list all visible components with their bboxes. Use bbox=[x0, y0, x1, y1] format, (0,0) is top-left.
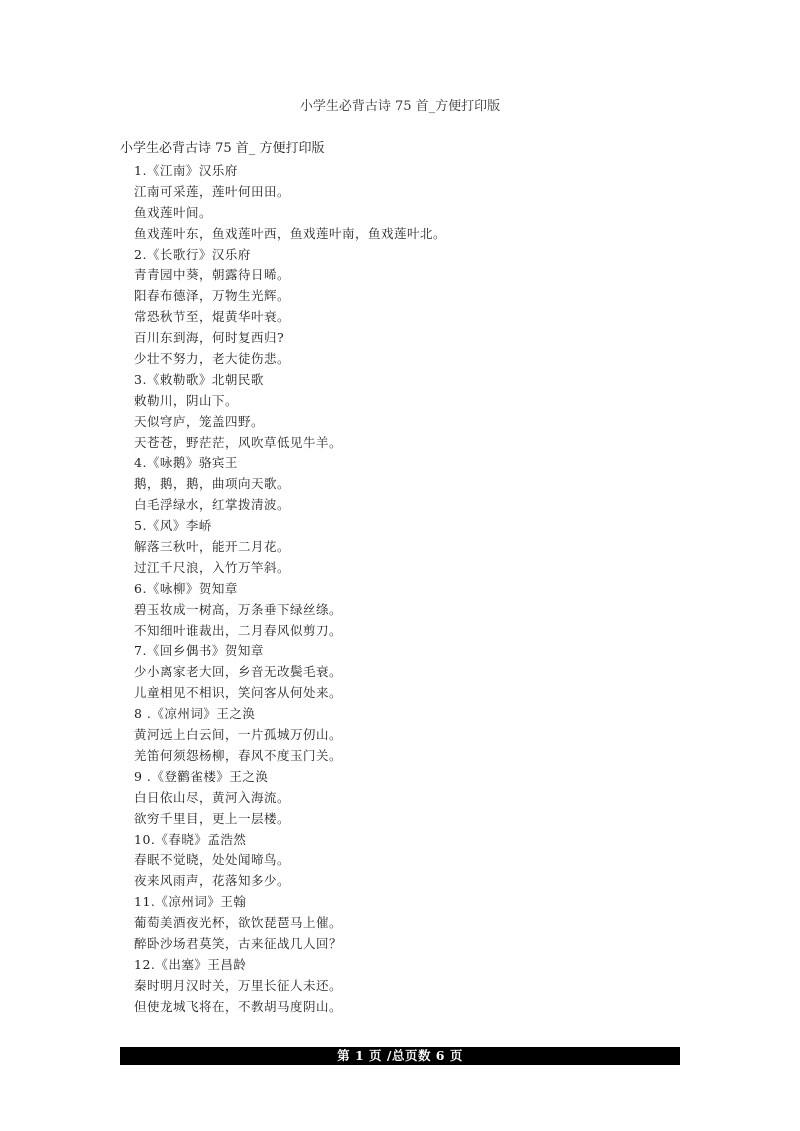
poem-line: 鱼戏莲叶东，鱼戏莲叶西，鱼戏莲叶南，鱼戏莲叶北。 bbox=[134, 225, 447, 241]
poem-line: 敕勒川，阴山下。 bbox=[134, 392, 239, 408]
poem-line: 夜来风雨声，花落知多少。 bbox=[134, 873, 291, 889]
poem-title: 10.《春晓》孟浩然 bbox=[134, 831, 247, 847]
poem-title: 2.《长歌行》汉乐府 bbox=[134, 246, 251, 262]
poem-line: 阳春布德泽，万物生光辉。 bbox=[134, 288, 291, 304]
poem-line: 但使龙城飞将在，不教胡马度阴山。 bbox=[134, 998, 343, 1014]
document-title: 小学生必背古诗 75 首_ 方便打印版 bbox=[120, 141, 325, 156]
poem-line: 欲穷千里目，更上一层楼。 bbox=[134, 810, 291, 826]
poem-line: 江南可采莲，莲叶何田田。 bbox=[134, 183, 291, 199]
poem-title: 7.《回乡偶书》贺知章 bbox=[134, 643, 264, 659]
poem-title: 6.《咏柳》贺知章 bbox=[134, 580, 238, 596]
poem-line: 鹅，鹅，鹅，曲项向天歌。 bbox=[134, 476, 291, 492]
poem-line: 鱼戏莲叶间。 bbox=[134, 204, 213, 220]
poem-line: 解落三秋叶，能开二月花。 bbox=[134, 539, 291, 555]
poem-title: 11.《凉州词》王翰 bbox=[134, 894, 247, 910]
page-header: 小学生必背古诗 75 首_方便打印版 bbox=[299, 99, 501, 114]
poem-title: 1.《江南》汉乐府 bbox=[134, 163, 238, 178]
poem-title: 3.《敕勒歌》北朝民歌 bbox=[134, 371, 264, 387]
poem-line: 秦时明月汉时关，万里长征人未还。 bbox=[134, 977, 343, 993]
poem-line: 碧玉妆成一树高，万条垂下绿丝绦。 bbox=[134, 601, 343, 617]
poem-title: 8 .《凉州词》王之涣 bbox=[134, 706, 256, 722]
poem-line: 青青园中葵，朝露待日晞。 bbox=[134, 267, 291, 283]
poem-line: 不知细叶谁裁出，二月春风似剪刀。 bbox=[134, 622, 343, 638]
poem-title: 5.《风》李峤 bbox=[134, 518, 212, 534]
poem-line: 过江千尺浪，入竹万竿斜。 bbox=[134, 559, 291, 575]
poem-title: 12.《出塞》王昌龄 bbox=[134, 956, 247, 972]
poem-line: 儿童相见不相识，笑问客从何处来。 bbox=[134, 685, 343, 701]
poem-line: 少小离家老大回，乡音无改鬓毛衰。 bbox=[134, 664, 343, 680]
poem-line: 天苍苍，野茫茫，风吹草低见牛羊。 bbox=[134, 434, 343, 450]
page-footer: 第 1 页 /总页数 6 页 bbox=[120, 1047, 680, 1065]
poem-line: 羌笛何须怨杨柳，春风不度玉门关。 bbox=[134, 747, 343, 763]
poem-title: 9 .《登鹳雀楼》王之涣 bbox=[134, 768, 269, 784]
poem-line: 百川东到海，何时复西归? bbox=[134, 330, 285, 346]
poem-list bbox=[134, 161, 694, 1018]
poem-line: 白毛浮绿水，红掌拨清波。 bbox=[134, 497, 291, 513]
poem-line: 少壮不努力，老大徒伤悲。 bbox=[134, 351, 291, 367]
poem-line: 春眠不觉晓，处处闻啼鸟。 bbox=[134, 852, 291, 868]
poem-line: 天似穹庐，笼盖四野。 bbox=[134, 413, 265, 429]
poem-line: 常恐秋节至，焜黄华叶衰。 bbox=[134, 309, 291, 325]
poem-line: 葡萄美酒夜光杯，欲饮琵琶马上催。 bbox=[134, 915, 343, 931]
poem-title: 4.《咏鹅》骆宾王 bbox=[134, 455, 238, 471]
poem-line: 白日依山尽，黄河入海流。 bbox=[134, 789, 291, 805]
poem-line: 醉卧沙场君莫笑，古来征战几人回？ bbox=[134, 935, 343, 951]
poem-line: 黄河远上白云间，一片孤城万仞山。 bbox=[134, 727, 343, 743]
